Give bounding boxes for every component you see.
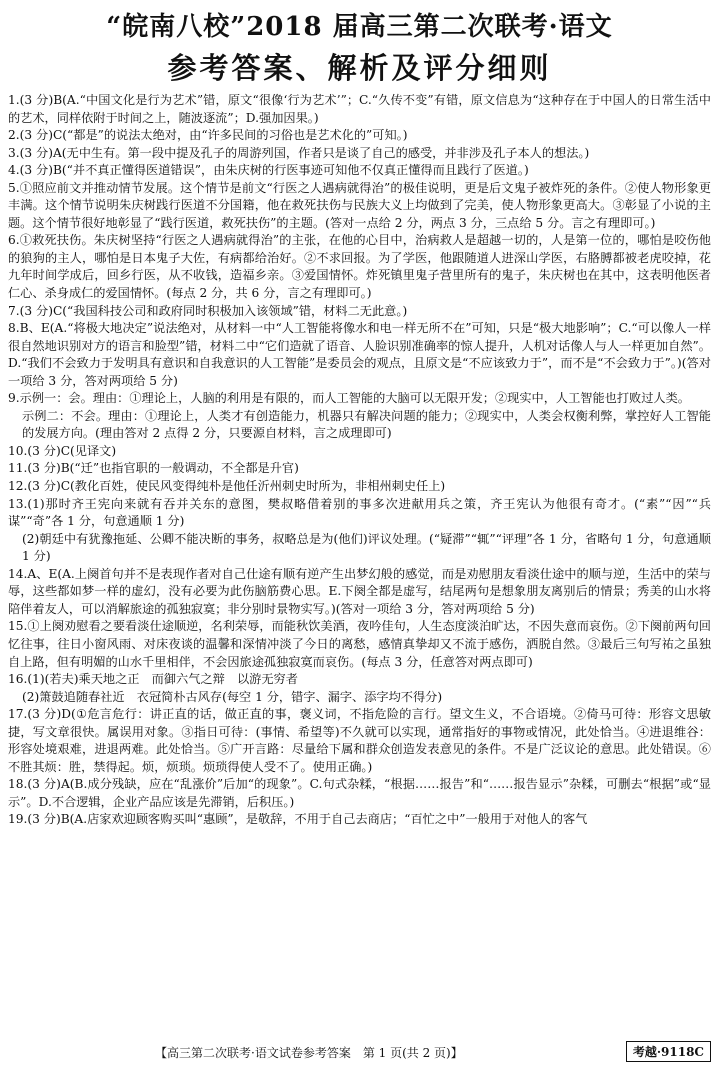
- answer-item: 5.①照应前文并推动情节发展。这个情节是前文“行医之人遇病就得治”的极佳说明，更是后文鬼子被炸死的条件。②使人物形象更丰满。这个情节说明朱庆树践行医道不分国籍，他在救死扶伤与民族大义上均做到了完美，使人物形象更高大。③彰显了小说的主题。这个情节很好地彰显了“践行医道，救死扶伤”的主题。(答对一点给 2 分，两点 3 分，三点给 5 分。言之有理即可。): [8, 180, 711, 230]
- answer-item: 12.(3 分)C(教化百姓，使民风变得纯朴是他任沂州刺史时所为，非相州刺史任上): [8, 479, 446, 494]
- answer-item: 7.(3 分)C(“我国科技公司和政府同时积极加入该领域”错，材料二无此意。): [8, 303, 408, 318]
- title-sub: 参考答案、解析及评分细则: [167, 51, 552, 85]
- answer-item: 13.(1)那时齐王宪向来就有吞并关东的意图，樊叔略借着别的事多次进献用兵之策，齐王宪认为他很有奇才。(“素”“因”“兵谋”“奇”各 1 分，句意通顺 1 分): [8, 496, 711, 529]
- answer-item: 14.A、E(A.上阕首句并不是表现作者对自己仕途有顺有逆产生出梦幻般的感觉，而是劝慰朋友看淡仕途中的顺与逆，生活中的荣与辱，这些都如梦一样的虚幻，没有必要为此伤脑筋费心思。E.下阕全都是虚写，结尾两句是想象朋友离别后的情景；秀美的山水将陪伴着友人，可以消解旅途的孤独寂寞；非分别时景物实写。)(答对一项给 3 分，答对两项给 5 分): [8, 566, 711, 616]
- answer-item: 示例二：不会。理由：①理论上，人类才有创造能力，机器只有解决问题的能力；②现实中，人类会权衡利弊，掌控好人工智能的发展方向。(理由答对 2 点得 2 分，只要源自材料，言之成理即可): [22, 408, 711, 441]
- answer-item: 1.(3 分)B(A.“中国文化是行为艺术”错，原文“很像‘行为艺术’”；C.“久传不变”有错，原文信息为“这种存在于中国人的日常生活中的艺术，同样依附于时间之上，随波逐流”；D.强加因果。): [8, 93, 711, 125]
- answer-item: 2.(3 分)C(“都是”的说法太绝对，由“许多民间的习俗也是艺术化的”可知。): [8, 128, 408, 143]
- page-footer: [0, 1040, 719, 1064]
- answer-item: (2)箫鼓追随春社近 衣冠简朴古风存(每空 1 分，错字、漏字、添字均不得分): [22, 689, 443, 704]
- answer-item: 16.(1)(若夫)乘天地之正 而御六气之辩 以游无穷者: [8, 672, 298, 687]
- answer-item: 17.(3 分)D(①危言危行：讲正直的话，做正直的事，褒义词，不指危险的言行。望文生义，不合语境。②倚马可待：形容文思敏捷，写文章很快。属误用对象。③指日可待：(事情、希望等)不久就可以实现，通常指好的事物或情况，此处恰当。④进退维谷：形容处境艰难，进退两难。此处恰当。⑤广开言路：尽量给下属和群众创造发表意见的条件。不是广泛议论的意思。此处错误。⑥不胜其烦：胜，禁得起。烦，烦琐。烦琐得使人受不了。使用正确。): [8, 707, 711, 774]
- answer-item: 4.(3 分)B(“并不真正懂得医道错误”，由朱庆树的行医事迹可知他不仅真正懂得而且践行了医道。): [8, 163, 529, 178]
- answer-item: 3.(3 分)A(无中生有。第一段中提及孔子的周游列国，作者只是谈了自己的感受，并非涉及孔子本人的想法。): [8, 145, 590, 160]
- answer-list: [8, 92, 711, 829]
- answer-item: 15.①上阕劝慰看之要看淡仕途顺逆，名利荣辱，而能秋饮美酒，夜吟佳句，人生态度淡泊旷达，不因失意而哀伤。②下阕前两句回忆往事，往日小窗风雨、对床夜谈的温馨和深情冲淡了今日的离愁，感情真挚却又不流于感伤，洒脱自然。③最后三句写祐之虽独自上路，但有明媚的山水千里相伴，不会因旅途孤独寂寞而哀伤。(每点 3 分，任意答对两点即可): [8, 619, 711, 669]
- answer-item: 6.①救死扶伤。朱庆树坚持“行医之人遇病就得治”的主张，在他的心目中，治病救人是超越一切的，人是第一位的，哪怕是咬伤他的狼狗的主人，哪怕是日本鬼子大佐，有病都给治好。②不求回报。为了学医，他跟随道人进深山学医，右胳膊都被老虎咬掉，花九年时间学成后，回乡行医，从不收钱，造福乡亲。③爱国情怀。炸死镇里鬼子营里所有的鬼子，朱庆树也在其中，这表明他医者仁心、杀身成仁的爱国情怀。(每点 2 分，共 6 分，言之有理即可。): [8, 233, 711, 301]
- answer-item: 19.(3 分)B(A.店家欢迎顾客购买叫“惠顾”，是敬辞，不用于自己去商店；“百忙之中”一般用于对他人的客气: [8, 812, 588, 827]
- answer-item: 10.(3 分)C(见译文): [8, 443, 117, 458]
- exam-code-box: 考越·9118C: [626, 1041, 711, 1062]
- title-main: “皖南八校”2018 届高三第二次联考·语文: [106, 12, 613, 42]
- footer-page-info: 【高三第二次联考·语文试卷参考答案 第 1 页(共 2 页)】: [155, 1046, 463, 1060]
- answer-item: 11.(3 分)B(“迁”也指官职的一般调动，不全都是升官): [8, 461, 299, 476]
- answer-item: 9.示例一：会。理由：①理论上，人脑的利用是有限的，而人工智能的大脑可以无限开发；②现实中，人工智能也打败过人类。: [8, 391, 690, 406]
- answer-item: 8.B、E(A.“将极大地决定”说法绝对，从材料一中“人工智能将像水和电一样无所不在”可知，只是“极大地影响”；C.“可以像人一样很自然地识别对方的语言和脸型”错，材料二中“它们造就了语音、人脸识别准确率的惊人提升，人机对话像人与人一样更加自然”。D.“我们不会致力于发明具有意识和自我意识的人工智能”是委员会的观点，且原文是“不应该致力于”，而不是“不会致力于”。)(答对一项给 3 分，答对两项给 5 分): [8, 321, 711, 388]
- answer-item: (2)朝廷中有犹豫拖延、公卿不能决断的事务，叔略总是为(他们)评议处理。(“疑滞”“辄”“评理”各 1 分，省略句 1 分，句意通顺 1 分): [22, 531, 711, 564]
- answer-item: 18.(3 分)A(B.成分残缺，应在“乱涨价”后加“的现象”。C.句式杂糅，“根据……报告”和“……报告显示”杂糅，可删去“根据”或“显示”。D.不合逻辑，企业产品应该是先滞销，后积压。): [8, 777, 711, 809]
